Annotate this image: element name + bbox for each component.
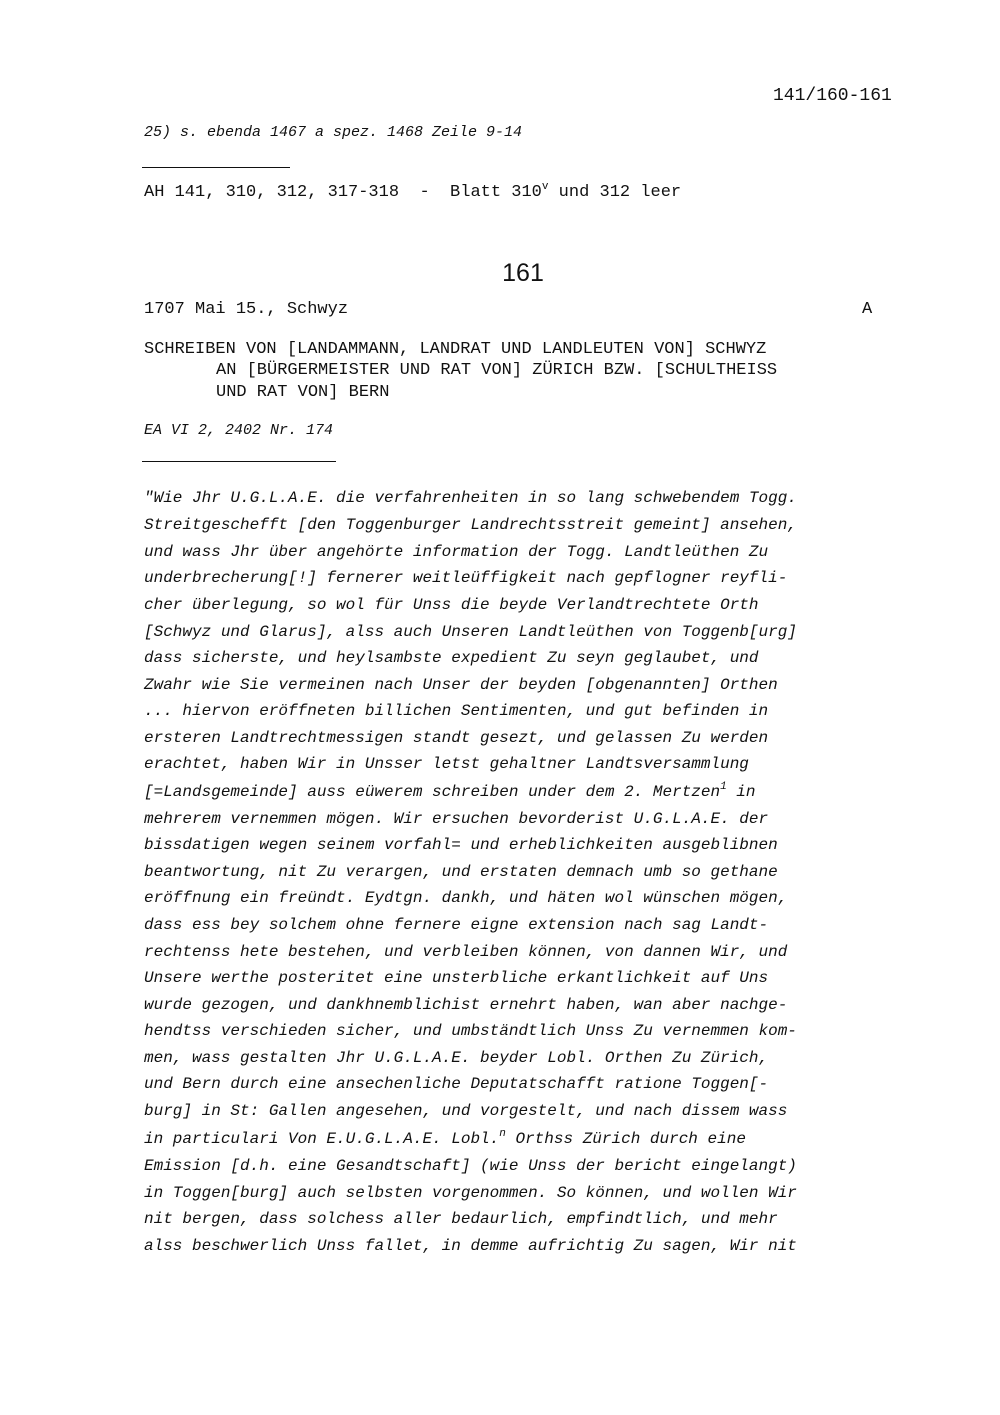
document-number: 161 [502, 259, 544, 287]
source-reference-text-after: und 312 leer [548, 183, 682, 202]
body-line: dass ess bey solchem ohne fernere eigne extension nach sag Landt- [144, 916, 769, 934]
page-number: 141/160-161 [773, 86, 892, 106]
body-line: und Bern durch eine ansechenliche Deputatschafft ratione Toggen[- [144, 1075, 769, 1093]
body-line: Unsere werthe posteritet eine unsterbliche erkantlichkeit auf Uns [144, 969, 769, 987]
body-line: wurde gezogen, und dankhnemblichist ernehrt haben, wan aber nachge- [144, 996, 788, 1014]
body-line: eröffnung ein freündt. Eydtgn. dankh, und häten wol wünschen mögen, [144, 889, 788, 907]
body-line: ersteren Landtrechtmessigen standt gesezt, und gelassen Zu werden [144, 729, 769, 747]
date-place: 1707 Mai 15., Schwyz [144, 300, 349, 319]
body-line-text: [=Landsgemeinde] auss eüwerem schreiben under dem 2. Mertzen [144, 783, 721, 801]
footnote-divider [142, 167, 290, 168]
body-line: [Schwyz und Glarus], alss auch Unseren Landtleüthen von Toggenb[urg] [144, 623, 797, 641]
body-line: rechtenss hete bestehen, und verbleiben können, von dannen Wir, und [144, 943, 788, 961]
body-line-text-after: in [726, 783, 756, 801]
source-reference-text: AH 141, 310, 312, 317-318 - Blatt 310 [144, 183, 542, 202]
body-line: alss beschwerlich Unss fallet, in demme aufrichtig Zu sagen, Wir nit [144, 1237, 797, 1255]
body-line: Emission [d.h. eine Gesandtschaft] (wie Unss der bericht eingelangt) [144, 1157, 797, 1175]
body-line-text: in particulari Von E.U.G.L.A.E. Lobl. [144, 1130, 500, 1148]
body-line [144, 1130, 746, 1148]
body-line: ... hiervon eröffneten billichen Sentimenten, und gut befinden in [144, 702, 769, 720]
body-line: und wass Jhr über angehörte information der Togg. Landtleüthen Zu [144, 543, 769, 561]
body-line: men, wass gestalten Jhr U.G.L.A.E. beyder Lobl. Orthen Zu Zürich, [144, 1049, 769, 1067]
body-line: bissdatigen wegen seinem vorfahl= und erheblichkeiten ausgeblibnen [144, 836, 778, 854]
body-line: underbrecherung[!] fernerer weitleüffigkeit nach gepflogner reyfli- [144, 569, 788, 587]
body-line: mehrerem vernemmen mögen. Wir ersuchen bevorderist U.G.L.A.E. der [144, 810, 769, 828]
heading-line: UND RAT VON] BERN [216, 383, 390, 402]
body-line: Streitgeschefft [den Toggenburger Landrechtsstreit gemeint] ansehen, [144, 516, 797, 534]
heading-line: AN [BÜRGERMEISTER UND RAT VON] ZÜRICH BZW. [SCHULTHEISS [216, 361, 778, 380]
body-line: beantwortung, nit Zu verargen, und erstaten demnach umb so gethane [144, 863, 778, 881]
body-line: cher überlegung, so wol für Unss die beyde Verlandtrechtete Orth [144, 596, 759, 614]
body-line: in Toggen[burg] auch selbsten vorgenommen. So können, und wollen Wir [144, 1184, 797, 1202]
note-marker: n [499, 1128, 506, 1140]
heading-line: SCHREIBEN VON [LANDAMMANN, LANDRAT UND LANDLEUTEN VON] SCHWYZ [144, 340, 767, 359]
body-line: hendtss verschieden sicher, und umbständtlich Unss Zu vernemmen kom- [144, 1022, 797, 1040]
footnote-marker: 1 [720, 781, 727, 793]
body-line: Zwahr wie Sie vermeinen nach Unser der beyden [obgenannten] Orthen [144, 676, 778, 694]
source-reference-superscript: v [541, 181, 549, 193]
source-reference [144, 183, 681, 202]
body-line [144, 783, 756, 801]
body-line: burg] in St: Gallen angesehen, und vorgestelt, und nach dissem wass [144, 1102, 788, 1120]
document-mark: A [862, 300, 873, 319]
body-line: "Wie Jhr U.G.L.A.E. die verfahrenheiten in so lang schwebendem Togg. [144, 489, 797, 507]
citation-divider [142, 461, 336, 462]
body-line: erachtet, haben Wir in Unsser letst gehaltner Landtsversammlung [144, 755, 749, 773]
citation: EA VI 2, 2402 Nr. 174 [144, 422, 334, 439]
body-line: nit bergen, dass solchess aller bedaurlich, empfindtlich, und mehr [144, 1210, 778, 1228]
body-line-text-after: Orthss Zürich durch eine [505, 1130, 746, 1148]
body-line: dass sicherste, und heylsambste expedient Zu seyn geglaubet, und [144, 649, 759, 667]
footnote: 25) s. ebenda 1467 a spez. 1468 Zeile 9-14 [144, 124, 523, 141]
